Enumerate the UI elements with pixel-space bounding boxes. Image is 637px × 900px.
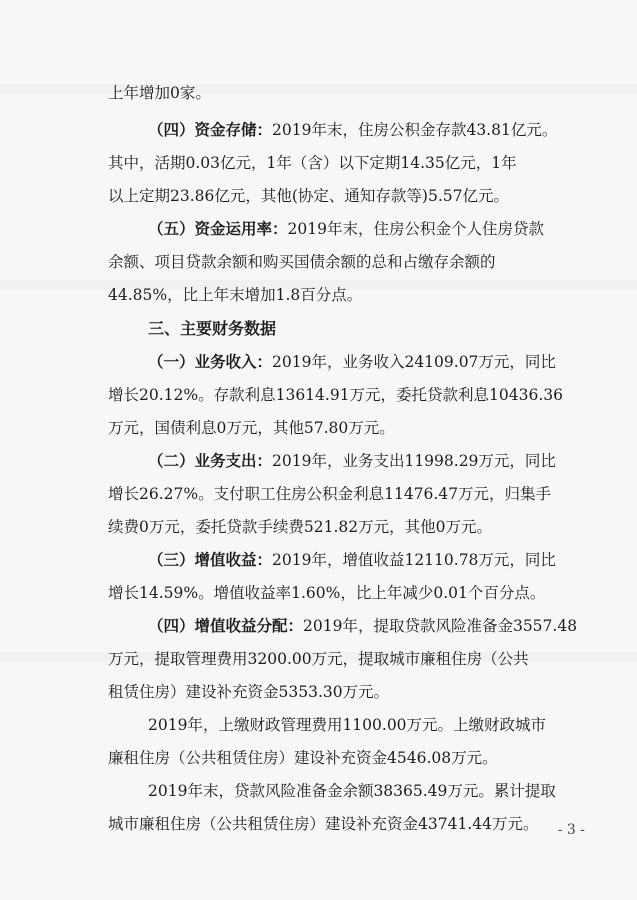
text-line: 2019年末，贷款风险准备金余额38365.49万元。累计提取 <box>148 782 556 800</box>
text-line: 上年增加0家。 <box>108 84 211 102</box>
text-line: 增长26.27%。支付职工住房公积金利息11476.47万元，归集手 <box>108 485 552 503</box>
section-heading: （三）增值收益： <box>148 550 273 569</box>
section-heading: （五）资金运用率： <box>148 219 288 238</box>
text-line: 2019年末，住房公积金存款43.81亿元。 <box>272 121 558 139</box>
page-number: - 3 - <box>557 822 585 838</box>
text-line: 廉租住房（公共租赁住房）建设补充资金4546.08万元。 <box>108 749 498 767</box>
chapter-heading: 三、主要财务数据 <box>148 319 277 338</box>
section-heading: （二）业务支出： <box>148 451 273 470</box>
paragraph-storage <box>148 119 637 141</box>
text-line: 44.85%，比上年末增加1.8百分点。 <box>108 286 363 304</box>
text-line: 2019年，增值收益12110.78万元，同比 <box>272 551 556 569</box>
text-line: 2019年，上缴财政管理费用1100.00万元。上缴财政城市 <box>148 716 547 734</box>
text-line: 以上定期23.86亿元，其他(协定、通知存款等)5.57亿元。 <box>108 187 509 205</box>
paragraph-value-added <box>148 549 637 571</box>
text-line: 万元，提取管理费用3200.00万元，提取城市廉租住房（公共 <box>108 650 529 668</box>
text-line: 2019年末，住房公积金个人住房贷款 <box>287 220 544 238</box>
text-line: 2019年，业务收入24109.07万元，同比 <box>272 353 556 371</box>
text-line: 续费0万元，委托贷款手续费521.82万元，其他0万元。 <box>108 518 492 536</box>
paragraph-expense <box>148 450 637 472</box>
paragraph-usage-rate <box>148 218 637 240</box>
text-line: 租赁住房）建设补充资金5353.30万元。 <box>108 683 390 701</box>
text-line: 2019年，业务支出11998.29万元，同比 <box>272 452 556 470</box>
text-line: 2019年，提取贷款风险准备金3557.48 <box>303 617 578 635</box>
text-line: 余额、项目贷款余额和购买国债余额的总和占缴存余额的 <box>108 253 496 271</box>
paragraph-distribution <box>148 615 637 637</box>
text-line: 其中，活期0.03亿元，1年（含）以下定期14.35亿元，1年 <box>108 154 517 172</box>
text-line: 增长14.59%。增值收益率1.60%，比上年减少0.01个百分点。 <box>108 584 546 602</box>
text-line: 城市廉租住房（公共租赁住房）建设补充资金43741.44万元。 <box>108 815 539 833</box>
paragraph-income <box>148 351 637 373</box>
section-heading: （一）业务收入： <box>148 352 273 371</box>
section-heading: （四）增值收益分配： <box>148 616 304 635</box>
text-line: 增长20.12%。存款利息13614.91万元，委托贷款利息10436.36 <box>108 386 564 404</box>
section-heading: （四）资金存储： <box>148 120 273 139</box>
text-line: 万元，国债利息0万元，其他57.80万元。 <box>108 419 395 437</box>
